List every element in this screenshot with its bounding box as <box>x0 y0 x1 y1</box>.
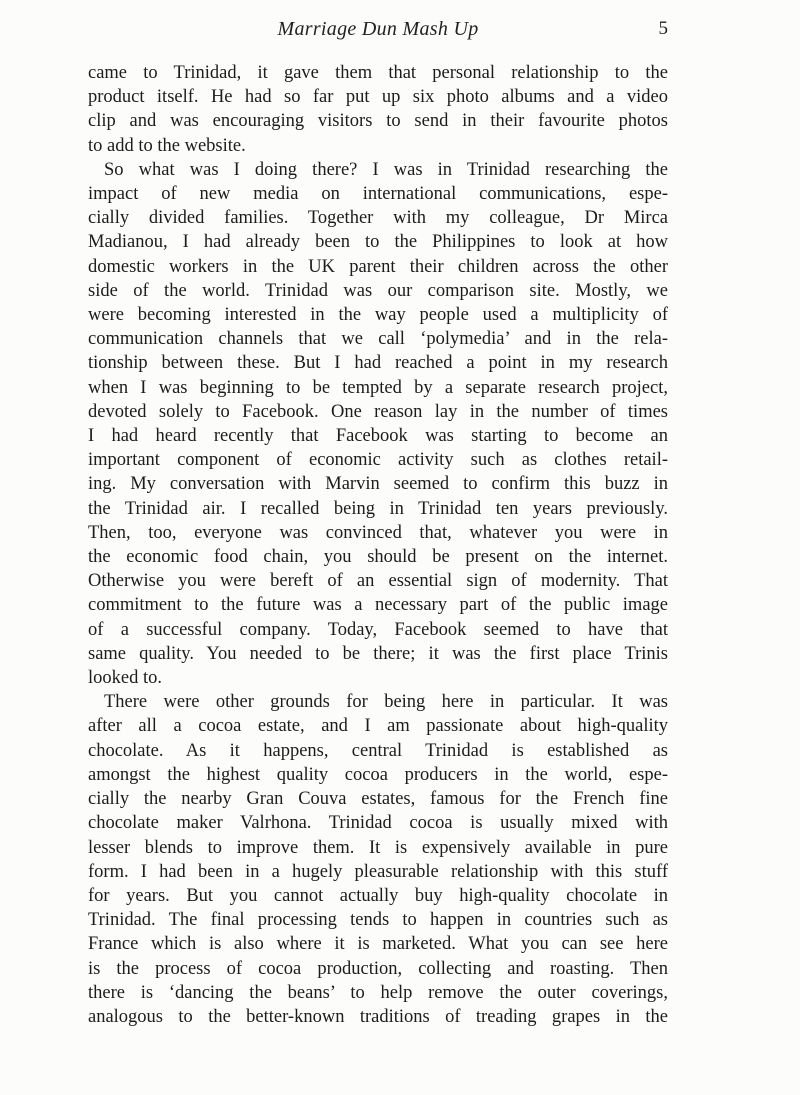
text-line: France which is also where it is marketed. What you can see here <box>88 934 668 955</box>
paragraph <box>88 158 668 690</box>
text-line: Trinidad. The final processing tends to happen in countries such as <box>88 910 668 931</box>
text-line: were becoming interested in the way people used a multiplicity of <box>88 305 668 326</box>
text-line: Then, too, everyone was convinced that, whatever you were in <box>88 522 668 543</box>
text-line: looked to. <box>88 668 162 689</box>
text-line: side of the world. Trinidad was our comparison site. Mostly, we <box>88 280 668 301</box>
text-line: cially divided families. Together with my colleague, Dr Mirca <box>88 208 668 229</box>
text-line: there is ‘dancing the beans’ to help remove the outer coverings, <box>88 982 668 1003</box>
text-line: important component of economic activity such as clothes retail- <box>88 450 668 471</box>
text-line: There were other grounds for being here in particular. It was <box>104 692 668 713</box>
paragraph <box>88 61 668 158</box>
text-line: commitment to the future was a necessary part of the public image <box>88 595 668 616</box>
text-line: impact of new media on international communications, espe- <box>88 184 668 205</box>
text-line: analogous to the better-known traditions of treading grapes in the <box>88 1006 668 1027</box>
text-line: same quality. You needed to be there; it was the first place Trinis <box>88 643 668 664</box>
text-line: communication channels that we call ‘polymedia’ and in the rela- <box>88 329 668 350</box>
text-line: of a successful company. Today, Facebook seemed to have that <box>88 619 668 640</box>
text-line: Madianou, I had already been to the Philippines to look at how <box>88 232 668 253</box>
text-line: chocolate. As it happens, central Trinidad is established as <box>88 740 668 761</box>
text-line: the Trinidad air. I recalled being in Trinidad ten years previously. <box>88 498 668 519</box>
text-line: to add to the website. <box>88 135 246 156</box>
text-line: Otherwise you were bereft of an essential sign of modernity. That <box>88 571 668 592</box>
text-line: product itself. He had so far put up six photo albums and a video <box>88 87 668 108</box>
text-line: after all a cocoa estate, and I am passionate about high-quality <box>88 716 668 737</box>
page-body <box>88 61 668 1029</box>
text-line: form. I had been in a hugely pleasurable relationship with this stuff <box>88 861 668 882</box>
paragraph <box>88 690 668 1029</box>
text-line: came to Trinidad, it gave them that personal relationship to the <box>88 63 668 83</box>
chapter-title: Marriage Dun Mash Up <box>277 18 479 40</box>
text-line: when I was beginning to be tempted by a separate research project, <box>88 377 668 398</box>
text-line: So what was I doing there? I was in Trinidad researching the <box>104 159 668 180</box>
text-line: for years. But you cannot actually buy high-quality chocolate in <box>88 885 668 906</box>
text-line: clip and was encouraging visitors to send in their favourite photos <box>88 111 668 132</box>
text-line: devoted solely to Facebook. One reason lay in the number of times <box>88 401 668 422</box>
text-line: ing. My conversation with Marvin seemed to confirm this buzz in <box>88 474 668 495</box>
text-line: I had heard recently that Facebook was starting to become an <box>88 426 668 447</box>
running-header <box>88 18 668 44</box>
text-line: amongst the highest quality cocoa producers in the world, espe- <box>88 764 668 785</box>
text-line: chocolate maker Valrhona. Trinidad cocoa is usually mixed with <box>88 813 668 834</box>
text-line: is the process of cocoa production, collecting and roasting. Then <box>88 958 668 979</box>
text-line: tionship between these. But I had reached a point in my research <box>88 353 668 374</box>
page-number: 5 <box>658 18 668 39</box>
text-line: cially the nearby Gran Couva estates, famous for the French fine <box>88 789 668 810</box>
text-line: lesser blends to improve them. It is expensively available in pure <box>88 837 668 858</box>
text-line: domestic workers in the UK parent their children across the other <box>88 256 668 277</box>
text-line: the economic food chain, you should be present on the internet. <box>88 547 668 568</box>
